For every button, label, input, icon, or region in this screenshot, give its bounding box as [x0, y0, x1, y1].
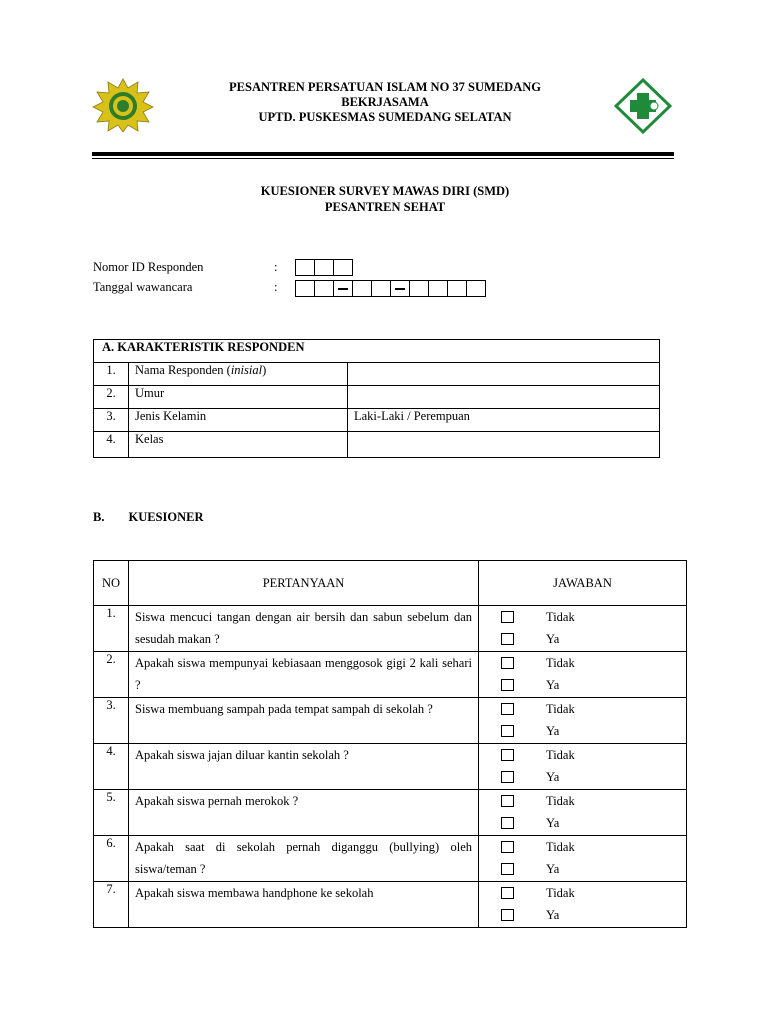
checkbox-tidak[interactable]: [501, 795, 514, 807]
date-digit-box[interactable]: [314, 280, 334, 297]
answer-cell[interactable]: Laki-Laki / Perempuan: [348, 409, 660, 432]
header-line-3: UPTD. PUSKESMAS SUMEDANG SELATAN: [258, 110, 512, 124]
table-row: [94, 698, 687, 744]
option-ya[interactable]: [479, 766, 686, 788]
section-b-letter: B.: [93, 510, 105, 524]
question-text: Apakah saat di sekolah pernah diganggu (bullying) oleh siswa/teman ?: [129, 836, 479, 882]
row-question: Nama Responden (inisial): [129, 363, 348, 386]
column-header-answer: JAWABAN: [479, 561, 687, 606]
table-row: [94, 744, 687, 790]
date-digit-box[interactable]: [428, 280, 448, 297]
header-line-2: BEKRJASAMA: [341, 95, 429, 109]
answer-options: [479, 790, 687, 836]
question-number: 3.: [94, 698, 129, 744]
option-label-ya: Ya: [546, 769, 560, 784]
date-separator-box: [390, 280, 410, 297]
option-label-ya: Ya: [546, 677, 560, 692]
date-digit-box[interactable]: [295, 280, 315, 297]
date-digit-box[interactable]: [409, 280, 429, 297]
answer-options: [479, 652, 687, 698]
checkbox-tidak[interactable]: [501, 703, 514, 715]
respondent-id-colon: :: [274, 260, 278, 274]
question-text: Apakah siswa mempunyai kebiasaan menggosok gigi 2 kali sehari ?: [129, 652, 479, 698]
table-row: [94, 363, 660, 386]
interview-date-colon: :: [274, 280, 278, 294]
question-number: 4.: [94, 744, 129, 790]
respondent-id-label: Nomor ID Responden: [93, 260, 204, 274]
interview-date-label: Tanggal wawancara: [93, 280, 193, 294]
section-b-label: KUESIONER: [128, 510, 204, 524]
question-text: Apakah siswa pernah merokok ?: [129, 790, 479, 836]
answer-options: [479, 606, 687, 652]
question-number: 2.: [94, 652, 129, 698]
question-text: Siswa mencuci tangan dengan air bersih dan sabun sebelum dan sesudah makan ?: [129, 606, 479, 652]
section-a-heading: A. KARAKTERISTIK RESPONDEN: [94, 340, 660, 363]
table-row: [94, 606, 687, 652]
persis-emblem-icon: [92, 78, 154, 132]
option-tidak[interactable]: [479, 744, 686, 766]
checkbox-ya[interactable]: [501, 725, 514, 737]
row-number: 1.: [94, 363, 129, 386]
option-label-tidak: Tidak: [546, 609, 575, 624]
option-label-tidak: Tidak: [546, 885, 575, 900]
answer-cell[interactable]: [348, 386, 660, 409]
option-tidak[interactable]: [479, 606, 686, 628]
option-tidak[interactable]: [479, 698, 686, 720]
date-digit-box[interactable]: [371, 280, 391, 297]
row-number: 3.: [94, 409, 129, 432]
header-rule-thin: [92, 158, 674, 159]
checkbox-tidak[interactable]: [501, 657, 514, 669]
checkbox-ya[interactable]: [501, 771, 514, 783]
checkbox-tidak[interactable]: [501, 611, 514, 623]
question-number: 7.: [94, 882, 129, 928]
checkbox-ya[interactable]: [501, 633, 514, 645]
answer-options: [479, 882, 687, 928]
puskesmas-cross-icon: [614, 78, 672, 134]
header-rule-thick: [92, 152, 674, 156]
institution-header: [180, 80, 590, 125]
table-row: [94, 652, 687, 698]
option-tidak[interactable]: [479, 882, 686, 904]
interview-date-boxes[interactable]: [296, 280, 486, 297]
option-label-ya: Ya: [546, 861, 560, 876]
option-ya[interactable]: [479, 812, 686, 834]
option-ya[interactable]: [479, 904, 686, 926]
row-question: Kelas: [129, 432, 348, 458]
option-label-tidak: Tidak: [546, 839, 575, 854]
option-label-tidak: Tidak: [546, 793, 575, 808]
id-digit-box[interactable]: [295, 259, 315, 276]
checkbox-tidak[interactable]: [501, 887, 514, 899]
checkbox-ya[interactable]: [501, 909, 514, 921]
option-tidak[interactable]: [479, 790, 686, 812]
row-question: Umur: [129, 386, 348, 409]
row-number: 4.: [94, 432, 129, 458]
checkbox-ya[interactable]: [501, 817, 514, 829]
table-row: [94, 882, 687, 928]
title-line-2: PESANTREN SEHAT: [324, 200, 446, 214]
row-question: Jenis Kelamin: [129, 409, 348, 432]
option-label-ya: Ya: [546, 723, 560, 738]
option-label-ya: Ya: [546, 907, 560, 922]
answer-cell[interactable]: [348, 363, 660, 386]
checkbox-ya[interactable]: [501, 679, 514, 691]
column-header-no: NO: [94, 561, 129, 606]
option-label-tidak: Tidak: [546, 655, 575, 670]
table-row: [94, 790, 687, 836]
option-tidak[interactable]: [479, 652, 686, 674]
option-ya[interactable]: [479, 858, 686, 880]
respondent-characteristics-table: [93, 339, 660, 458]
header-line-1: PESANTREN PERSATUAN ISLAM NO 37 SUMEDANG: [229, 80, 541, 94]
question-number: 1.: [94, 606, 129, 652]
answer-options: [479, 744, 687, 790]
respondent-id-boxes[interactable]: [296, 259, 353, 276]
option-label-tidak: Tidak: [546, 701, 575, 716]
table-row: [94, 409, 660, 432]
option-label-ya: Ya: [546, 631, 560, 646]
date-separator-box: [333, 280, 353, 297]
question-number: 5.: [94, 790, 129, 836]
option-ya[interactable]: [479, 674, 686, 696]
question-text: Apakah siswa jajan diluar kantin sekolah ?: [129, 744, 479, 790]
table-row: [94, 432, 660, 458]
option-ya[interactable]: [479, 628, 686, 650]
option-label-tidak: Tidak: [546, 747, 575, 762]
option-label-ya: Ya: [546, 815, 560, 830]
date-digit-box[interactable]: [352, 280, 372, 297]
section-b-heading: [93, 510, 204, 525]
id-digit-box[interactable]: [314, 259, 334, 276]
date-digit-box[interactable]: [447, 280, 467, 297]
row-number: 2.: [94, 386, 129, 409]
question-text: Siswa membuang sampah pada tempat sampah di sekolah ?: [129, 698, 479, 744]
checkbox-ya[interactable]: [501, 863, 514, 875]
table-row: [94, 386, 660, 409]
option-ya[interactable]: [479, 720, 686, 742]
questionnaire-table: [93, 560, 687, 928]
answer-options: [479, 836, 687, 882]
checkbox-tidak[interactable]: [501, 841, 514, 853]
date-digit-box[interactable]: [466, 280, 486, 297]
option-tidak[interactable]: [479, 836, 686, 858]
title-line-1: KUESIONER SURVEY MAWAS DIRI (SMD): [260, 184, 510, 198]
checkbox-tidak[interactable]: [501, 749, 514, 761]
id-digit-box[interactable]: [333, 259, 353, 276]
table-row: [94, 836, 687, 882]
answer-options: [479, 698, 687, 744]
answer-cell[interactable]: [348, 432, 660, 458]
column-header-question: PERTANYAAN: [129, 561, 479, 606]
document-title: [180, 183, 590, 215]
question-text: Apakah siswa membawa handphone ke sekolah: [129, 882, 479, 928]
question-number: 6.: [94, 836, 129, 882]
